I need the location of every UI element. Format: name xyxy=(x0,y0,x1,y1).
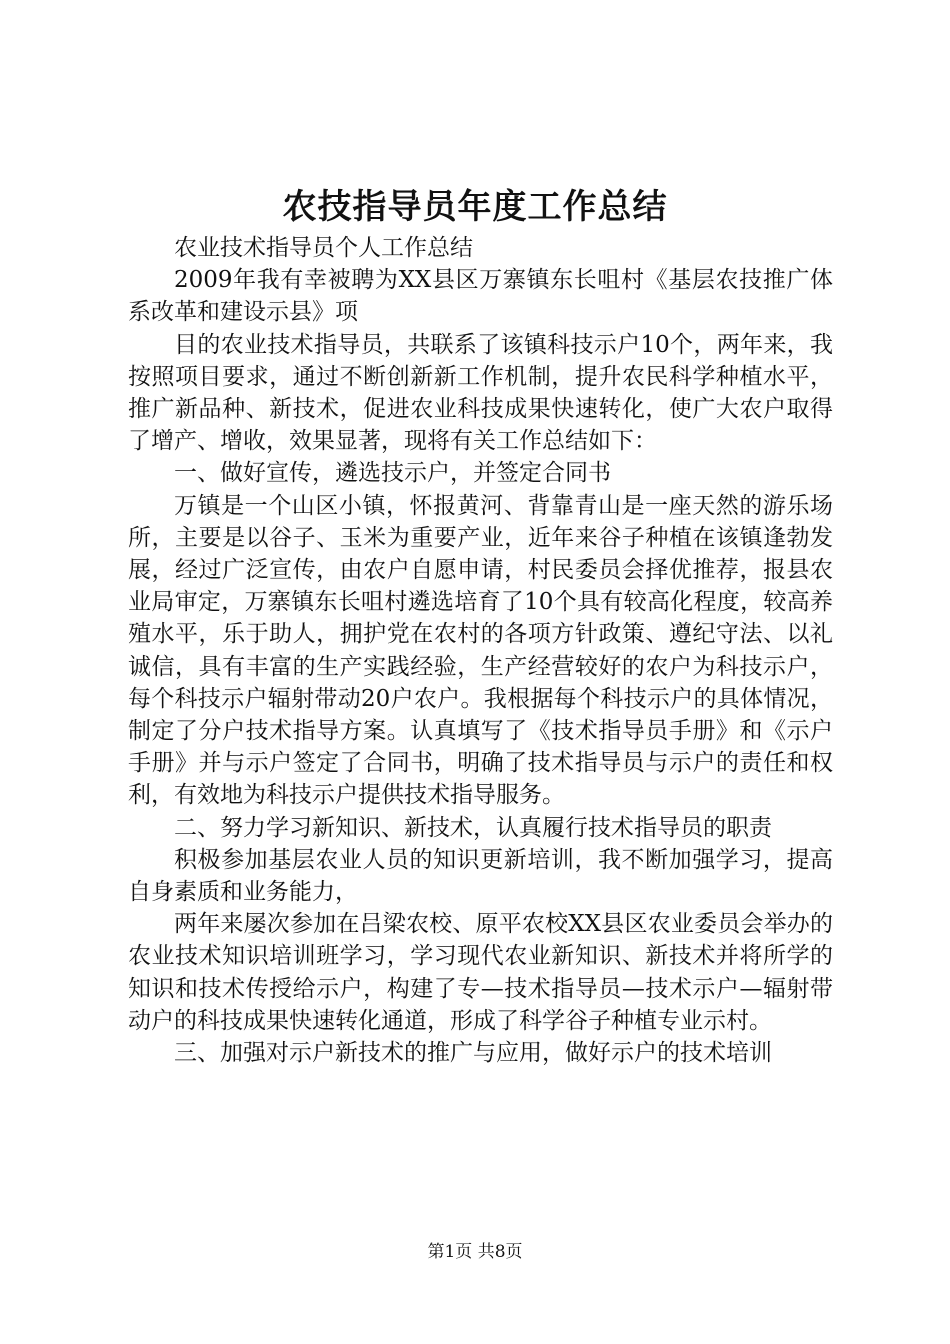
section-heading-2: 二、努力学习新知识、新技术，认真履行技术指导员的职责 xyxy=(174,814,772,841)
section-heading-3: 三、加强对示户新技术的推广与应用，做好示户的技术培训 xyxy=(174,1040,772,1067)
section-heading-1: 一、做好宣传，遴选技示户，并签定合同书 xyxy=(174,460,611,487)
paragraph-intro: 2009年我有幸被聘为XX县区万寨镇东长咀村《基层农技推广体系改革和建设示县》项 xyxy=(128,267,833,326)
page-footer: 第1页 共8页 xyxy=(427,1242,523,1262)
paragraph-section-1: 万镇是一个山区小镇，怀报黄河、背靠青山是一座天然的游乐场所，主要是以谷子、玉米为重要产业，近年来谷子种植在该镇逢勃发展，经过广泛宣传，由农户自愿申请，村民委员会择优推荐，报县农业局审定，万寨镇东长咀村遴选培育了10个具有较高化程度，较高养殖水平，乐于助人，拥护党在农村的各项方针政策、遵纪守法、以礼诚信，具有丰富的生产实践经验，生产经营较好的农户为科技示户，每个科技示户辐射带动20户农户。我根据每个科技示户的具体情况，制定了分户技术指导方案。认真填写了《技术指导员手册》和《示户手册》并与示户签定了合同书，明确了技术指导员与示户的责任和权利，有效地为科技示户提供技术指导服务。 xyxy=(128,492,833,809)
document-title: 农技指导员年度工作总结 xyxy=(282,187,668,227)
document-body xyxy=(128,232,833,1069)
paragraph-subtitle: 农业技术指导员个人工作总结 xyxy=(174,235,473,261)
paragraph-overview: 目的农业技术指导员，共联系了该镇科技示户10个，两年来，我按照项目要求，通过不断创新新工作机制，提升农民科学种植水平，推广新品种、新技术，促进农业科技成果快速转化，使广大农户取得了增产、增收，效果显著，现将有关工作总结如下： xyxy=(128,331,833,455)
paragraph-section-2a: 积极参加基层农业人员的知识更新培训，我不断加强学习，提高自身素质和业务能力， xyxy=(128,846,833,906)
paragraph-section-2b: 两年来屡次参加在吕梁农校、原平农校XX县区农业委员会举办的农业技术知识培训班学习，学习现代农业新知识、新技术并将所学的知识和技术传授给示户，构建了专—技术指导员—技术示户—辐射带动户的科技成果快速转化通道，形成了科学谷子种植专业示村。 xyxy=(128,911,833,1034)
